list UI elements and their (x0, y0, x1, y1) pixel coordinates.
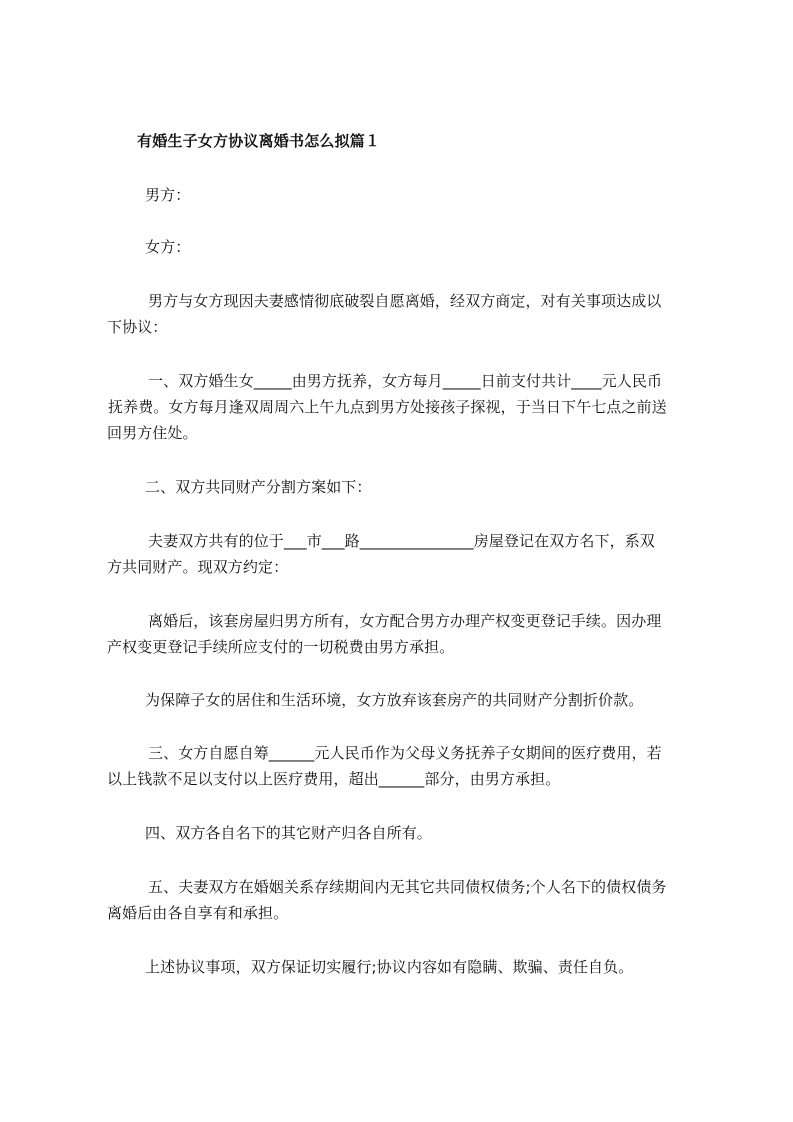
intro-line-1: 男方与女方现因夫妻感情彻底破裂自愿离婚，经双方商定，对有关事项达成以 (148, 292, 662, 310)
clause-1-paragraph (107, 368, 720, 446)
intro-paragraph (107, 288, 720, 340)
clause-1-line-2: 抚养费。女方每月逢双周周六上午九点到男方处接孩子探视，于当日下午七点之前送 (108, 398, 667, 416)
guarantee-statement: 上述协议事项，双方保证切实履行;协议内容如有隐瞒、欺骗、责任自负。 (145, 958, 634, 976)
intro-line-2: 下协议： (107, 318, 168, 336)
clause-2-property-paragraph (107, 528, 720, 580)
male-party-label: 男方： (145, 186, 191, 204)
clause-2-waiver: 为保障子女的居住和生活环境，女方放弃该套房产的共同财产分割折价款。 (145, 691, 644, 709)
clause-3-line-2: 以上钱款不足以支付以上医疗费用，超出______部分，由男方承担。 (107, 770, 561, 788)
clause-1-line-1: 一、双方婚生女_____由男方抚养，女方每月_____日前支付共计____元人民币 (148, 372, 663, 390)
clause-3-line-1: 三、女方自愿自筹______元人民币作为父母义务抚养子女期间的医疗费用，若 (148, 744, 662, 762)
clause-2-heading: 二、双方共同财产分割方案如下： (145, 478, 372, 496)
clause-2-property-line-2: 方共同财产。现双方约定： (107, 558, 289, 576)
clause-5-line-2: 离婚后由各自享有和承担。 (107, 904, 289, 922)
clause-2-after-divorce-paragraph (107, 608, 720, 660)
clause-5-line-1: 五、夫妻双方在婚姻关系存续期间内无其它共同债权债务;个人名下的债权债务 (148, 878, 667, 896)
clause-1-line-3: 回男方住处。 (107, 424, 198, 442)
clause-2-property-line-1: 夫妻双方共有的位于___市___路_______________房屋登记在双方名下，系双 (148, 532, 655, 550)
clause-2-after-divorce-line-1: 离婚后，该套房屋归男方所有，女方配合男方办理产权变更登记手续。因办理 (148, 612, 662, 630)
clause-3-paragraph (107, 740, 720, 792)
clause-4: 四、双方各自名下的其它财产归各自所有。 (145, 824, 432, 842)
clause-2-after-divorce-line-2: 产权变更登记手续所应支付的一切税费由男方承担。 (107, 638, 455, 656)
clause-5-paragraph (107, 874, 720, 926)
document-title: 有婚生子女方协议离婚书怎么拟篇１ (137, 132, 381, 150)
female-party-label: 女方： (145, 238, 191, 256)
